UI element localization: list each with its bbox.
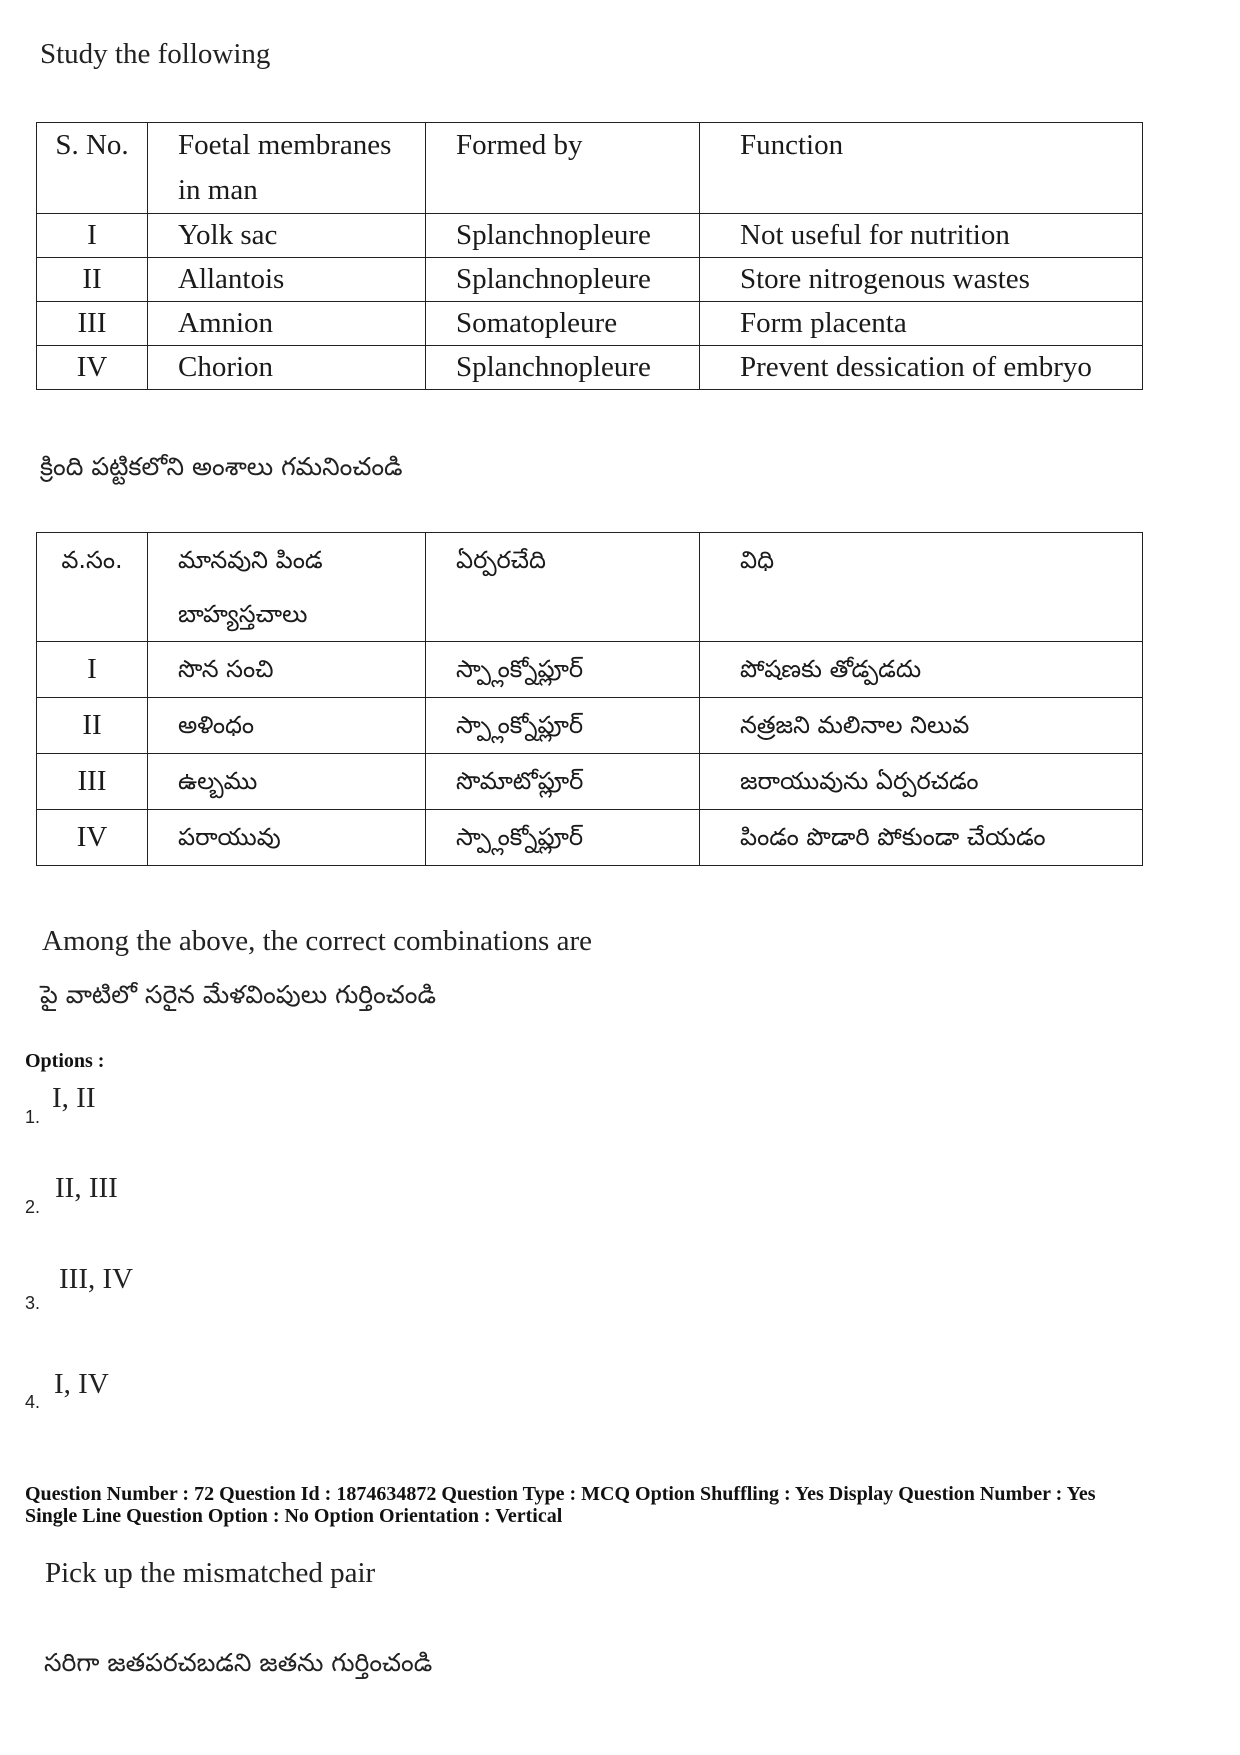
row-function: పిండం పొడారి పోకుండా చేయడం	[700, 810, 1143, 866]
row-formed-by: Somatopleure	[426, 302, 700, 346]
table-row	[37, 302, 1143, 346]
row-sno: II	[37, 258, 148, 302]
row-formed-by: Splanchnopleure	[426, 258, 700, 302]
row-function: జరాయువును ఏర్పరచడం	[700, 754, 1143, 810]
row-sno: III	[37, 754, 148, 810]
header-formed-by: ఏర్పరచేది	[426, 533, 700, 642]
row-formed-by: Splanchnopleure	[426, 346, 700, 390]
option-text: III, IV	[59, 1263, 134, 1295]
table-row	[37, 346, 1143, 390]
row-function: Not useful for nutrition	[700, 214, 1143, 258]
header-function: విధి	[700, 533, 1143, 642]
instruction-te: క్రింది పట్టికలోని అంశాలు గమనించండి	[40, 452, 403, 481]
row-sno: III	[37, 302, 148, 346]
header-membranes: Foetal membranes in man	[148, 123, 426, 214]
row-membrane: Amnion	[148, 302, 426, 346]
header-function: Function	[700, 123, 1143, 214]
row-membrane: సొన సంచి	[148, 642, 426, 698]
row-function: Form placenta	[700, 302, 1143, 346]
row-sno: I	[37, 214, 148, 258]
row-formed-by: స్ప్లాంక్నోప్లూర్	[426, 810, 700, 866]
row-membrane: Yolk sac	[148, 214, 426, 258]
row-membrane: Allantois	[148, 258, 426, 302]
row-sno: II	[37, 698, 148, 754]
option-number: 2.	[25, 1197, 41, 1217]
option-number: 3.	[25, 1293, 41, 1313]
options-label: Options :	[25, 1050, 105, 1072]
option-text: I, II	[52, 1082, 96, 1114]
row-sno: IV	[37, 346, 148, 390]
table-row	[37, 754, 1143, 810]
question-meta	[25, 1483, 1225, 1527]
option-text: II, III	[55, 1172, 118, 1204]
instruction-en: Study the following	[40, 38, 271, 70]
row-formed-by: Splanchnopleure	[426, 214, 700, 258]
table-header-row	[37, 533, 1143, 642]
row-sno: IV	[37, 810, 148, 866]
table-row	[37, 258, 1143, 302]
header-formed-by: Formed by	[426, 123, 700, 214]
row-membrane: Chorion	[148, 346, 426, 390]
question-meta-line-2: Single Line Question Option : No Option Orientation : Vertical	[25, 1505, 563, 1527]
table-row	[37, 698, 1143, 754]
header-sno: S. No.	[37, 123, 148, 214]
question-meta-line-1: Question Number : 72 Question Id : 1874634872 Question Type : MCQ Option Shuffling : Yes Display Question Number : Yes	[25, 1483, 1096, 1505]
question-72-te: సరిగా జతపరచబడని జతను గుర్తించండి	[44, 1648, 433, 1677]
row-formed-by: స్ప్లాంక్నోప్లూర్	[426, 698, 700, 754]
option-text: I, IV	[54, 1368, 109, 1400]
header-sno: వ.సం.	[37, 533, 148, 642]
table-row	[37, 642, 1143, 698]
question-72-en: Pick up the mismatched pair	[45, 1557, 376, 1589]
row-membrane: పరాయువు	[148, 810, 426, 866]
membranes-table-te	[36, 532, 1143, 866]
row-formed-by: సొమాటోప్లూర్	[426, 754, 700, 810]
row-function: పోషణకు తోడ్పడదు	[700, 642, 1143, 698]
row-function: నత్రజని మలినాల నిలువ	[700, 698, 1143, 754]
table-header-row	[37, 123, 1143, 214]
header-membranes: మానవుని పిండ బాహ్యస్తచాలు	[148, 533, 426, 642]
membranes-table-en	[36, 122, 1143, 390]
row-sno: I	[37, 642, 148, 698]
option-number: 4.	[25, 1392, 41, 1412]
row-membrane: అళింధం	[148, 698, 426, 754]
row-function: Prevent dessication of embryo	[700, 346, 1143, 390]
row-function: Store nitrogenous wastes	[700, 258, 1143, 302]
option-number: 1.	[25, 1107, 41, 1127]
row-formed-by: స్ప్లాంక్నోప్లూర్	[426, 642, 700, 698]
row-membrane: ఉల్బము	[148, 754, 426, 810]
table-row	[37, 810, 1143, 866]
table-row	[37, 214, 1143, 258]
question-te: పై వాటిలో సరైన మేళవింపులు గుర్తించండి	[40, 980, 436, 1009]
question-en: Among the above, the correct combinations are	[42, 925, 592, 957]
